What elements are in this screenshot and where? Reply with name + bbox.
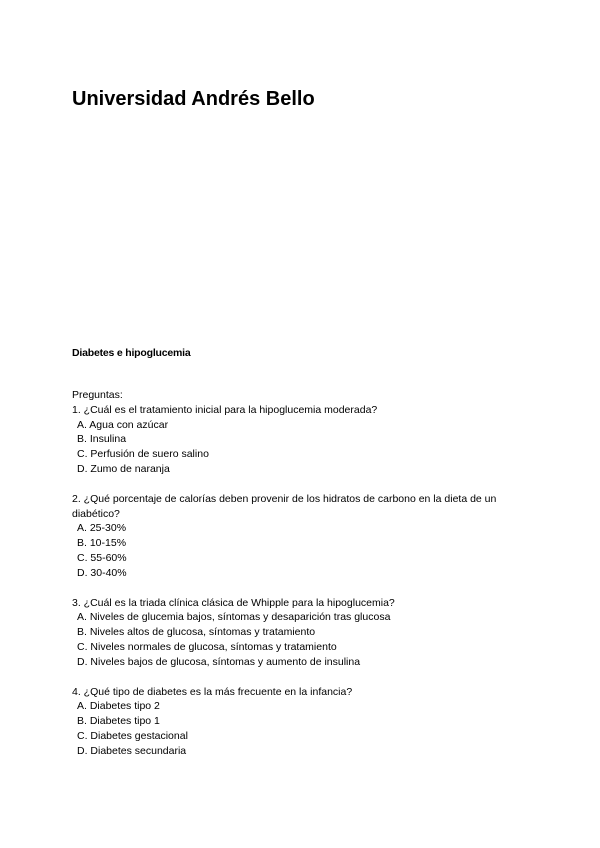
option-b: B. 10-15% — [77, 537, 127, 550]
option-a: A. 25-30% — [77, 522, 127, 535]
option-c: C. Perfusión de suero salino — [77, 448, 209, 461]
options-list — [72, 699, 532, 758]
option-c: C. 55-60% — [77, 551, 127, 564]
question-1 — [72, 403, 532, 477]
question-text: 3. ¿Cuál es la triada clínica clásica de Whipple para la hipoglucemia? — [72, 596, 395, 609]
option-c: C. Niveles normales de glucosa, síntomas y tratamiento — [77, 640, 337, 653]
option-b: B. Diabetes tipo 1 — [77, 715, 160, 728]
options-list — [72, 418, 532, 477]
question-text: 4. ¿Qué tipo de diabetes es la más frecuente en la infancia? — [72, 685, 353, 698]
question-2 — [72, 492, 532, 581]
option-d: D. Zumo de naranja — [77, 462, 170, 475]
option-a: A. Agua con azúcar — [77, 418, 169, 431]
document-subtitle: Diabetes e hipoglucemia — [72, 347, 191, 359]
question-text: 2. ¿Qué porcentaje de calorías deben provenir de los hidratos de carbono en la dieta de un diabético? — [72, 492, 497, 520]
option-b: B. Insulina — [77, 433, 127, 446]
questions-label: Preguntas: — [72, 389, 123, 401]
option-a: A. Diabetes tipo 2 — [77, 700, 160, 713]
question-text: 1. ¿Cuál es el tratamiento inicial para la hipoglucemia moderada? — [72, 403, 378, 416]
options-list — [72, 521, 532, 580]
option-d: D. Niveles bajos de glucosa, síntomas y aumento de insulina — [77, 655, 361, 668]
question-4 — [72, 685, 532, 759]
questions-section — [72, 388, 532, 774]
document-title: Universidad Andrés Bello — [72, 88, 315, 110]
options-list — [72, 610, 532, 669]
option-b: B. Niveles altos de glucosa, síntomas y tratamiento — [77, 626, 316, 639]
option-a: A. Niveles de glucemia bajos, síntomas y desaparición tras glucosa — [77, 611, 391, 624]
option-d: D. Diabetes secundaria — [77, 744, 187, 757]
question-3 — [72, 596, 532, 670]
option-d: D. 30-40% — [77, 566, 127, 579]
option-c: C. Diabetes gestacional — [77, 729, 188, 742]
